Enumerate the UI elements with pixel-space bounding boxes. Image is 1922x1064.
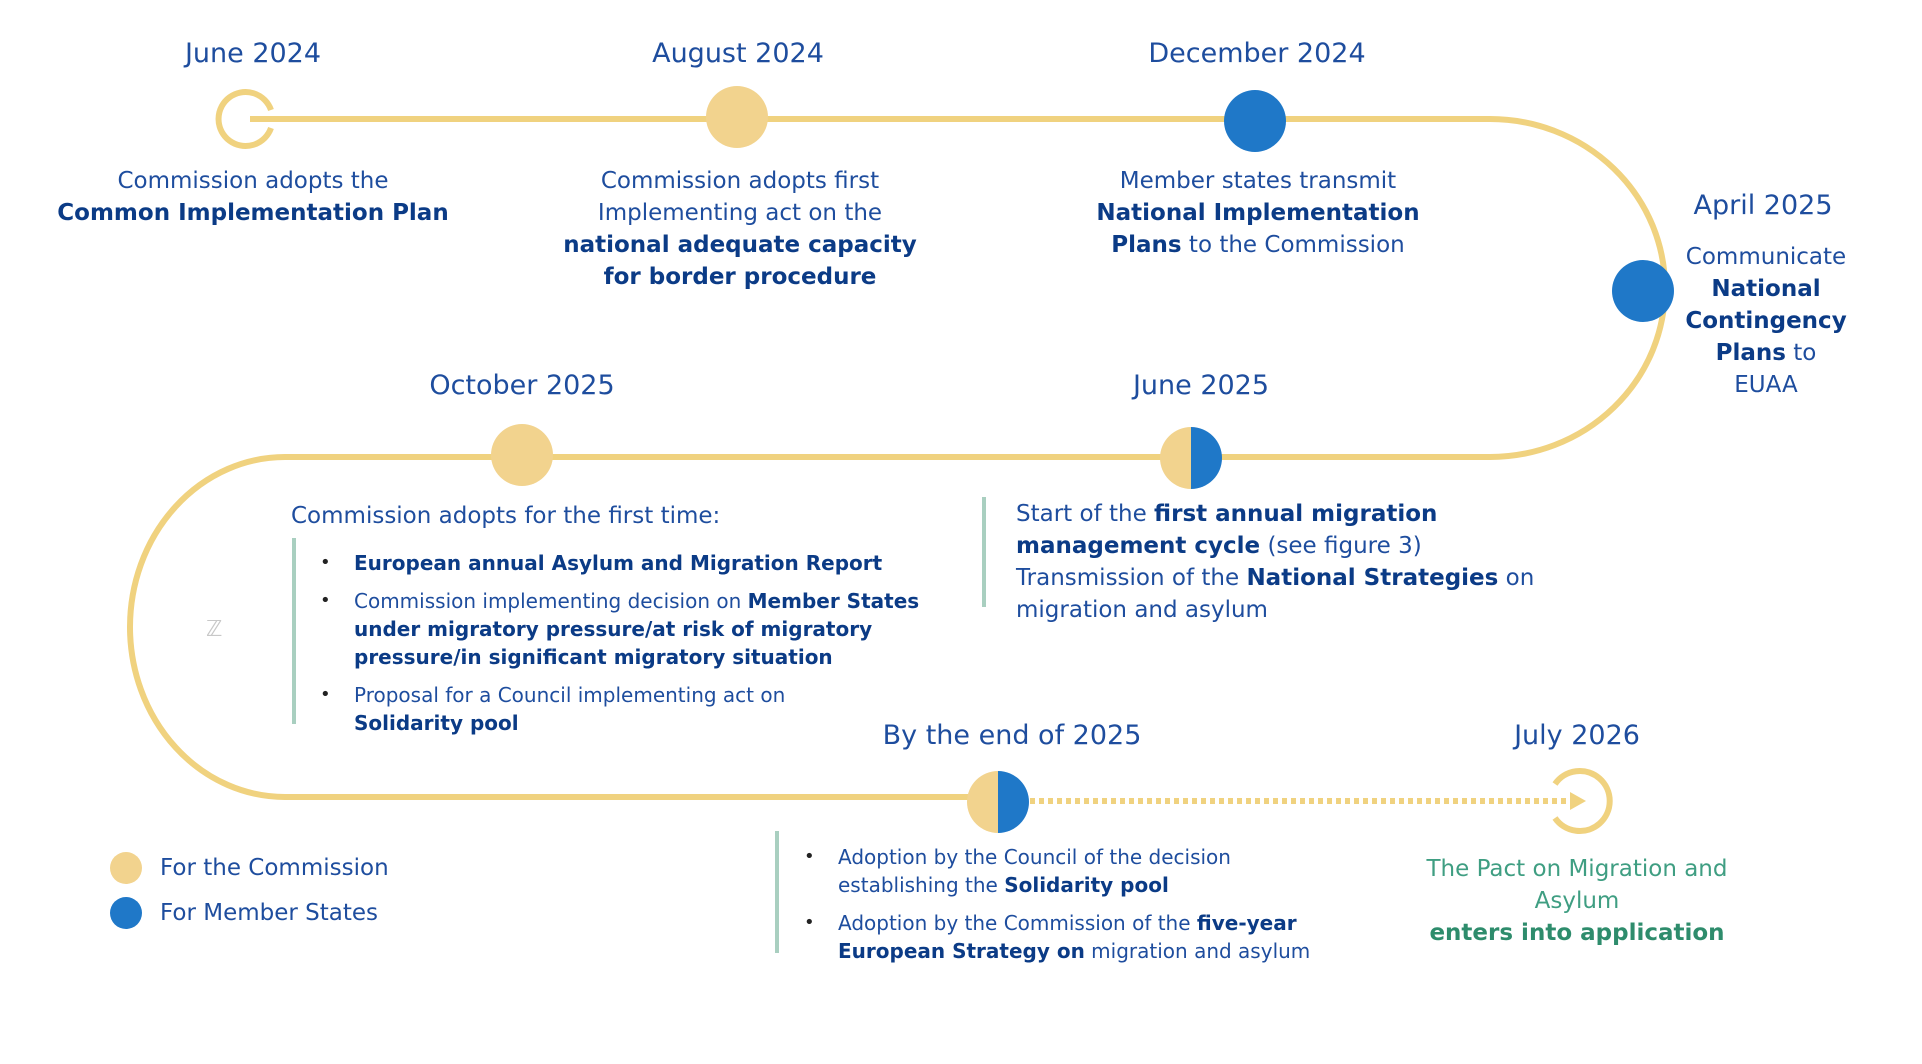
text-segment: to: [1785, 340, 1817, 366]
marker-april-2025: [1612, 260, 1674, 322]
legend-commission: [110, 852, 389, 884]
date-december-2024: December 2024: [1148, 38, 1366, 69]
text-segment: on: [1498, 565, 1535, 591]
date-october-2025: October 2025: [429, 370, 615, 401]
text-bold: enters into application: [1429, 920, 1725, 946]
text-segment: Start of the: [1016, 501, 1155, 527]
timeline-arrowhead: [1570, 792, 1586, 810]
text-bold: European Strategy on: [838, 939, 1085, 963]
text-segment: Transmission of the: [1016, 565, 1247, 591]
text-segment: Communicate: [1685, 244, 1847, 270]
desc-august-2024: [563, 165, 917, 293]
desc-june-2024: [57, 165, 448, 229]
text-bold: National Strategies: [1246, 565, 1499, 591]
legend-member-states: [110, 897, 378, 929]
divider-october-2025: [292, 538, 296, 724]
text-bold: national adequate capacity: [563, 232, 917, 258]
text-segment: establishing the: [838, 873, 1005, 897]
text-bold: first annual migration: [1154, 501, 1438, 527]
bullet-icon: •: [804, 912, 815, 933]
text-bold: Contingency: [1685, 308, 1847, 334]
bullet-icon: •: [320, 590, 331, 611]
text-segment: migration and asylum: [1016, 597, 1268, 623]
stray-mark: ℤ: [206, 617, 223, 642]
divider-end-2025: [775, 831, 779, 953]
desc-june-2025: [1016, 498, 1534, 626]
list-item: [300, 587, 940, 671]
text-segment: Member states transmit: [1119, 168, 1397, 194]
text-segment: Proposal for a Council implementing act on: [354, 683, 786, 707]
date-june-2024: June 2024: [184, 38, 322, 69]
text-segment: Commission adopts first: [600, 168, 880, 194]
list-item: [300, 681, 940, 737]
divider-june-2025: [982, 497, 986, 607]
date-june-2025: June 2025: [1132, 370, 1270, 401]
text-segment: Adoption by the Council of the decision: [838, 845, 1231, 869]
date-august-2024: August 2024: [652, 38, 824, 69]
date-end-2025: By the end of 2025: [882, 720, 1142, 751]
text-bold: National: [1711, 276, 1821, 302]
text-segment: migration and asylum: [1084, 939, 1311, 963]
text-bold: Solidarity pool: [354, 711, 519, 735]
list-item: [784, 843, 1384, 899]
text-bold: pressure/in significant migratory situation: [354, 645, 833, 669]
text-segment: Implementing act on the: [597, 200, 883, 226]
marker-october-2025: [491, 424, 553, 486]
text-segment: EUAA: [1734, 372, 1798, 398]
marker-end-2025: [967, 771, 1029, 833]
text-bold: under migratory pressure/at risk of migratory: [354, 617, 873, 641]
text-bold: management cycle: [1016, 533, 1261, 559]
text-segment: (see figure 3): [1260, 533, 1422, 559]
marker-december-2024: [1224, 90, 1286, 152]
text-bold: for border procedure: [603, 264, 877, 290]
legend-member-states-swatch: [110, 897, 142, 929]
legend-member-states-label: For Member States: [160, 900, 379, 926]
date-april-2025: April 2025: [1693, 190, 1833, 221]
desc-july-2026: [1405, 853, 1750, 949]
bullet-icon: •: [320, 684, 331, 705]
text-bold: Plans: [1715, 340, 1786, 366]
text-bold: European annual Asylum and Migration Report: [354, 551, 883, 575]
text-segment: Commission implementing decision on: [354, 589, 748, 613]
text-segment: Adoption by the Commission of the: [838, 911, 1197, 935]
desc-december-2024: [1096, 165, 1419, 261]
list-october-2025: [300, 549, 940, 747]
list-end-2025: [784, 843, 1384, 975]
text-bold: Common Implementation Plan: [57, 200, 449, 226]
legend-commission-label: For the Commission: [160, 855, 389, 881]
text-segment: to the Commission: [1181, 232, 1405, 258]
bullet-icon: •: [320, 552, 331, 573]
legend-commission-swatch: [110, 852, 142, 884]
list-item: [784, 909, 1384, 965]
marker-june-2025: [1160, 427, 1222, 489]
text-bold: Solidarity pool: [1004, 873, 1169, 897]
intro-october-2025: Commission adopts for the first time:: [291, 503, 721, 529]
text-bold: National Implementation: [1096, 200, 1420, 226]
text-bold: Member States: [747, 589, 920, 613]
bullet-icon: •: [804, 846, 815, 867]
marker-august-2024: [706, 86, 768, 148]
text-bold: Plans: [1111, 232, 1182, 258]
text-segment: The Pact on Migration and Asylum: [1426, 856, 1728, 914]
text-segment: Commission adopts the: [117, 168, 389, 194]
desc-april-2025: [1685, 241, 1846, 401]
text-bold: five-year: [1196, 911, 1297, 935]
list-item: [300, 549, 940, 577]
date-july-2026: July 2026: [1514, 720, 1640, 751]
